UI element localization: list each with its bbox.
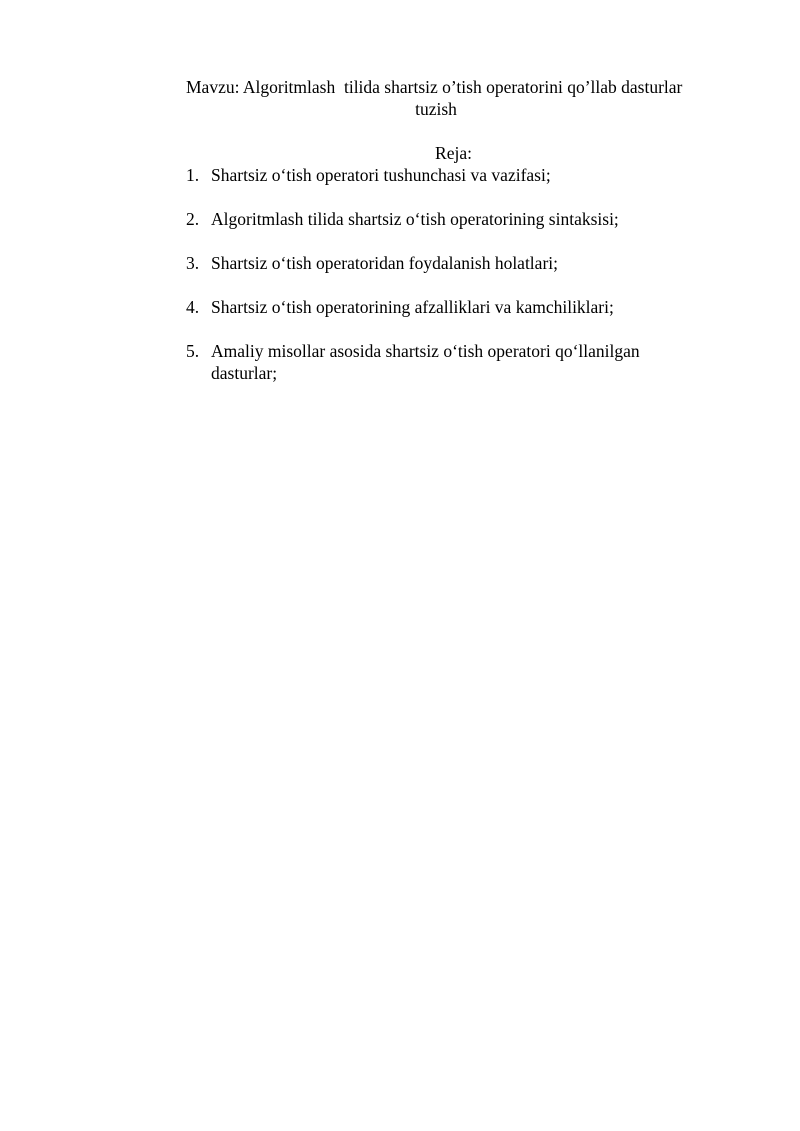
plan-item-number: 5. — [186, 341, 200, 361]
plan-list — [186, 164, 706, 406]
plan-item-number: 3. — [186, 253, 200, 273]
plan-item-number: 4. — [186, 297, 200, 317]
plan-item-2 — [186, 208, 706, 230]
title-line-1: Mavzu: Algoritmlash tilida shartsiz o’tish operatorini qo’llab dasturlar — [186, 77, 683, 97]
title-line-2: tuzish — [415, 99, 457, 119]
document-title — [186, 76, 736, 120]
plan-item-1 — [186, 164, 706, 186]
plan-item-text: Amaliy misollar asosida shartsiz o‘tish operatori qo‘llanilgan dasturlar; — [211, 341, 640, 383]
plan-item-text: Shartsiz o‘tish operatoridan foydalanish holatlari; — [211, 253, 558, 273]
plan-item-4 — [186, 296, 706, 318]
plan-item-text: Shartsiz o‘tish operatorining afzalliklari va kamchiliklari; — [211, 297, 614, 317]
plan-heading: Reja: — [435, 143, 472, 163]
plan-item-5 — [186, 340, 706, 384]
plan-item-number: 2. — [186, 209, 200, 229]
plan-item-text: Algoritmlash tilida shartsiz o‘tish operatorining sintaksisi; — [211, 209, 619, 229]
plan-item-3 — [186, 252, 706, 274]
plan-item-number: 1. — [186, 165, 200, 185]
plan-item-text: Shartsiz o‘tish operatori tushunchasi va vazifasi; — [211, 165, 551, 185]
